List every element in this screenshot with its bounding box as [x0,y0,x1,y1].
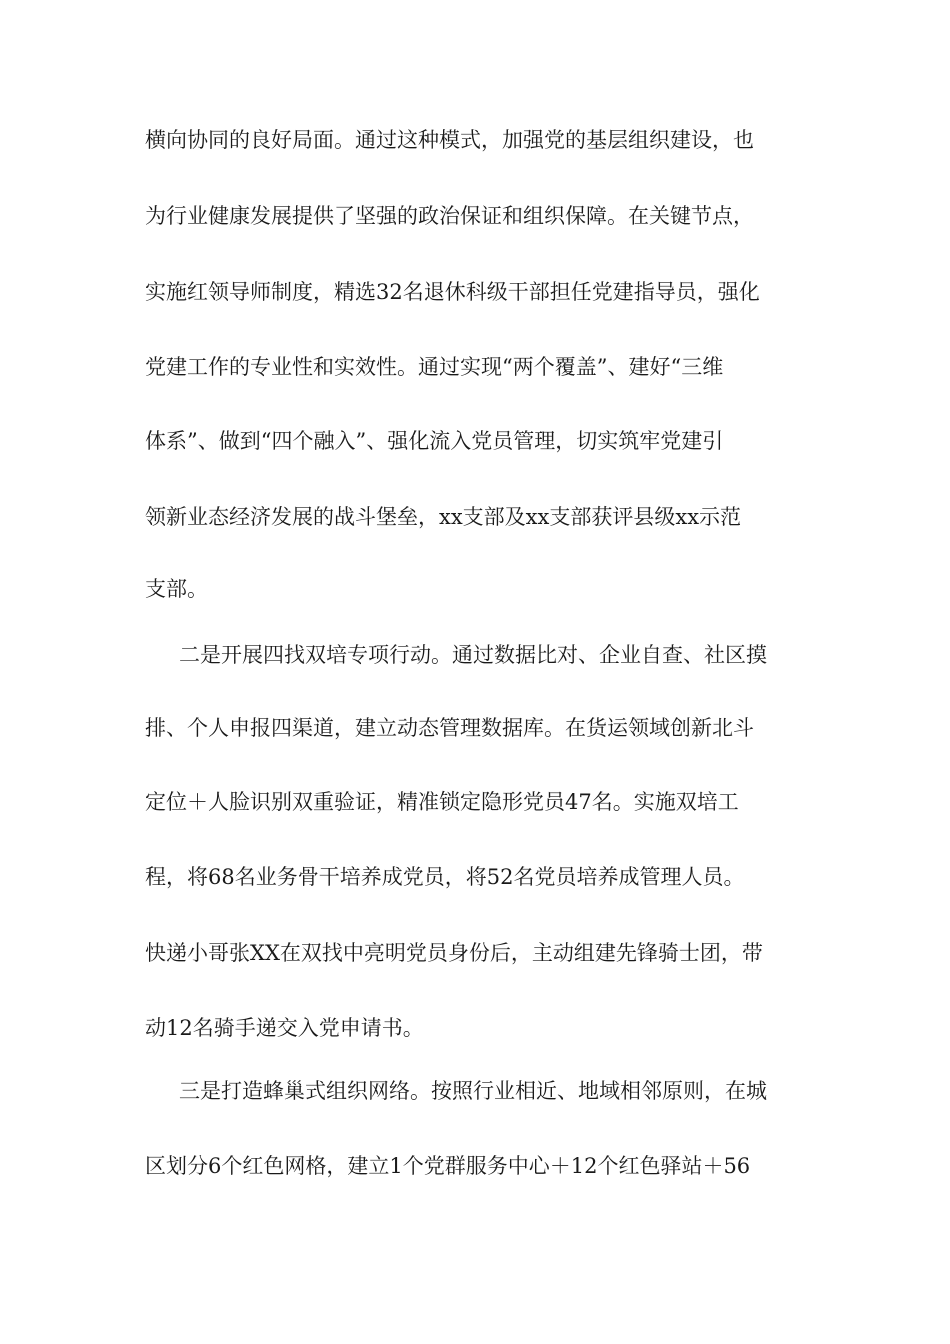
text-line: 体系”、做到“四个融入”、强化流入党员管理，切实筑牢党建引 [145,429,724,453]
text-line: 定位＋人脸识别双重验证，精准锁定隐形党员47名。实施双培工 [145,790,739,814]
text-line: 领新业态经济发展的战斗堡垒，xx支部及xx支部获评县级xx示范 [145,505,742,529]
text-line: 程，将68名业务骨干培养成党员，将52名党员培养成管理人员。 [145,865,745,889]
paragraph-first-line: 二是开展四找双培专项行动。通过数据比对、企业自查、社区摸 [179,643,767,667]
paragraph-first-line: 三是打造蜂巢式组织网络。按照行业相近、地域相邻原则，在城 [179,1079,767,1103]
text-line: 区划分6个红色网格，建立1个党群服务中心＋12个红色驿站＋56 [145,1154,751,1178]
text-line: 横向协同的良好局面。通过这种模式，加强党的基层组织建设，也 [145,128,754,152]
text-line: 实施红领导师制度，精选32名退休科级干部担任党建指导员，强化 [145,280,760,304]
text-line: 党建工作的专业性和实效性。通过实现“两个覆盖”、建好“三维 [145,355,724,379]
text-line: 为行业健康发展提供了坚强的政治保证和组织保障。在关键节点， [145,204,754,228]
text-line: 快递小哥张XX在双找中亮明党员身份后，主动组建先锋骑士团，带 [145,941,763,965]
text-line: 动12名骑手递交入党申请书。 [145,1016,424,1040]
text-line: 排、个人申报四渠道，建立动态管理数据库。在货运领域创新北斗 [145,716,754,740]
text-line: 支部。 [145,577,208,601]
